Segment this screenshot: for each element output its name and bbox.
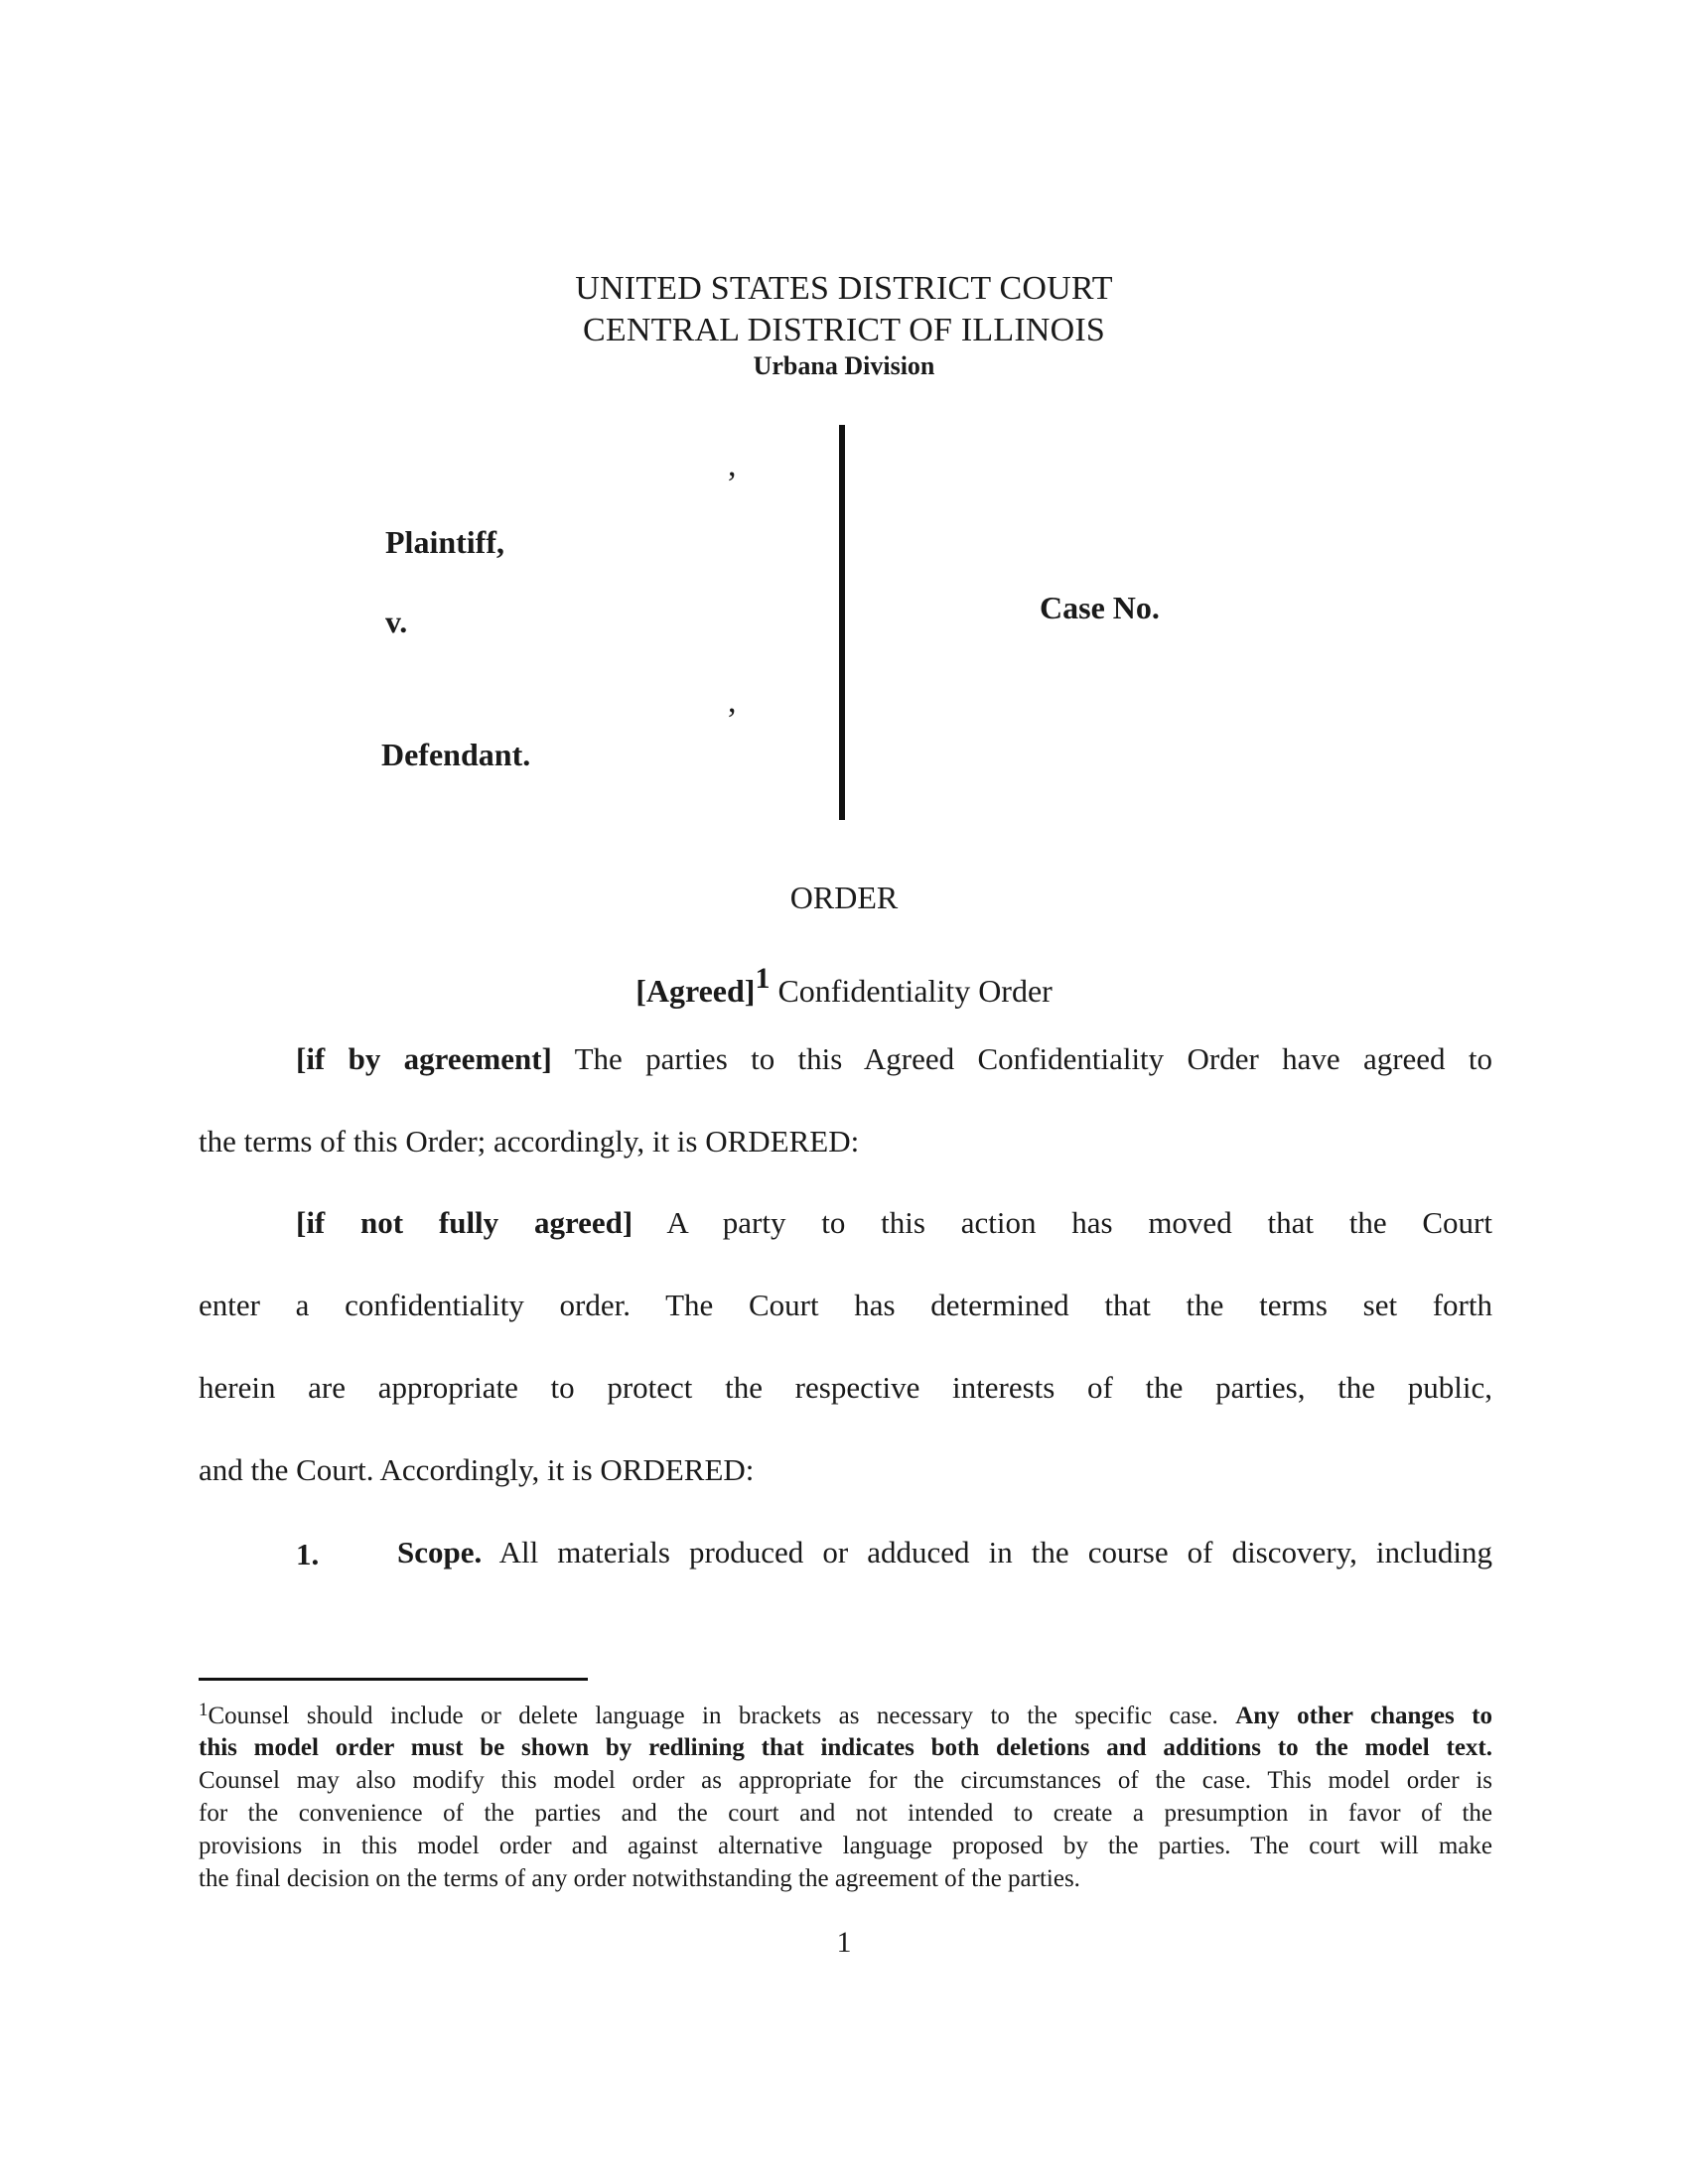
footnote-line-2: this model order must be shown by redlining that indicates both deletions and additions to the model text.	[199, 1734, 1492, 1761]
not-agreed-paragraph-line-4: and the Court. Accordingly, it is ORDERED:	[199, 1452, 755, 1487]
caption-divider	[839, 425, 845, 820]
court-district: CENTRAL DISTRICT OF ILLINOIS	[583, 312, 1105, 348]
footnote-line-3: Counsel may also modify this model order as appropriate for the circumstances of the case. This model order is	[199, 1767, 1492, 1794]
footnote-line-5: provisions in this model order and against alternative language proposed by the parties. The court will make	[199, 1833, 1492, 1859]
agreement-paragraph-line-2: the terms of this Order; accordingly, it is ORDERED:	[199, 1124, 860, 1159]
scope-paragraph-line-1	[397, 1537, 1492, 1568]
case-number-label: Case No.	[1040, 590, 1160, 625]
plaintiff-label: Plaintiff,	[385, 524, 504, 560]
not-agreed-label: [if not fully agreed]	[296, 1205, 633, 1240]
footnote-separator	[199, 1678, 588, 1681]
footnote-line-4: for the convenience of the parties and the court and not intended to create a presumption in favor of the	[199, 1800, 1492, 1827]
agreement-text: The parties to this Agreed Confidentiality Order have agreed to	[574, 1041, 1492, 1076]
footnote-text-1a: Counsel should include or delete language in brackets as necessary to the specific case.	[208, 1703, 1218, 1729]
not-agreed-text: A party to this action has moved that the Court	[666, 1205, 1492, 1240]
agreed-bracket: [Agreed]	[635, 973, 756, 1009]
subtitle-text: Confidentiality Order	[777, 973, 1053, 1009]
agreement-paragraph-line-1	[296, 1043, 1492, 1074]
section-number: 1.	[296, 1537, 320, 1571]
plaintiff-name-comma: ,	[728, 447, 737, 483]
court-division: Urbana Division	[753, 351, 935, 380]
footnote-text-1b: Any other changes to	[1235, 1703, 1492, 1729]
footnote-line-1	[199, 1700, 1492, 1729]
footnote-line-6: the final decision on the terms of any order notwithstanding the agreement of the parties.	[199, 1865, 1080, 1892]
footnote-reference[interactable]: 1	[755, 962, 771, 995]
not-agreed-paragraph-line-2: enter a confidentiality order. The Court has determined that the terms set forth	[199, 1288, 1492, 1322]
not-agreed-paragraph-line-1	[296, 1207, 1492, 1238]
scope-text: All materials produced or adduced in the course of discovery, including	[498, 1535, 1492, 1570]
page-number: 1	[836, 1926, 852, 1959]
order-title: ORDER	[789, 880, 899, 915]
versus-label: v.	[385, 604, 408, 639]
agreement-label: [if by agreement]	[296, 1041, 552, 1076]
defendant-name-comma: ,	[728, 683, 737, 720]
scope-heading: Scope.	[397, 1535, 483, 1570]
footnote-marker: 1	[199, 1700, 209, 1720]
not-agreed-paragraph-line-3: herein are appropriate to protect the respective interests of the parties, the public,	[199, 1370, 1492, 1405]
defendant-label: Defendant.	[381, 737, 531, 772]
order-subtitle	[0, 962, 1688, 1010]
court-name: UNITED STATES DISTRICT COURT	[575, 270, 1113, 307]
